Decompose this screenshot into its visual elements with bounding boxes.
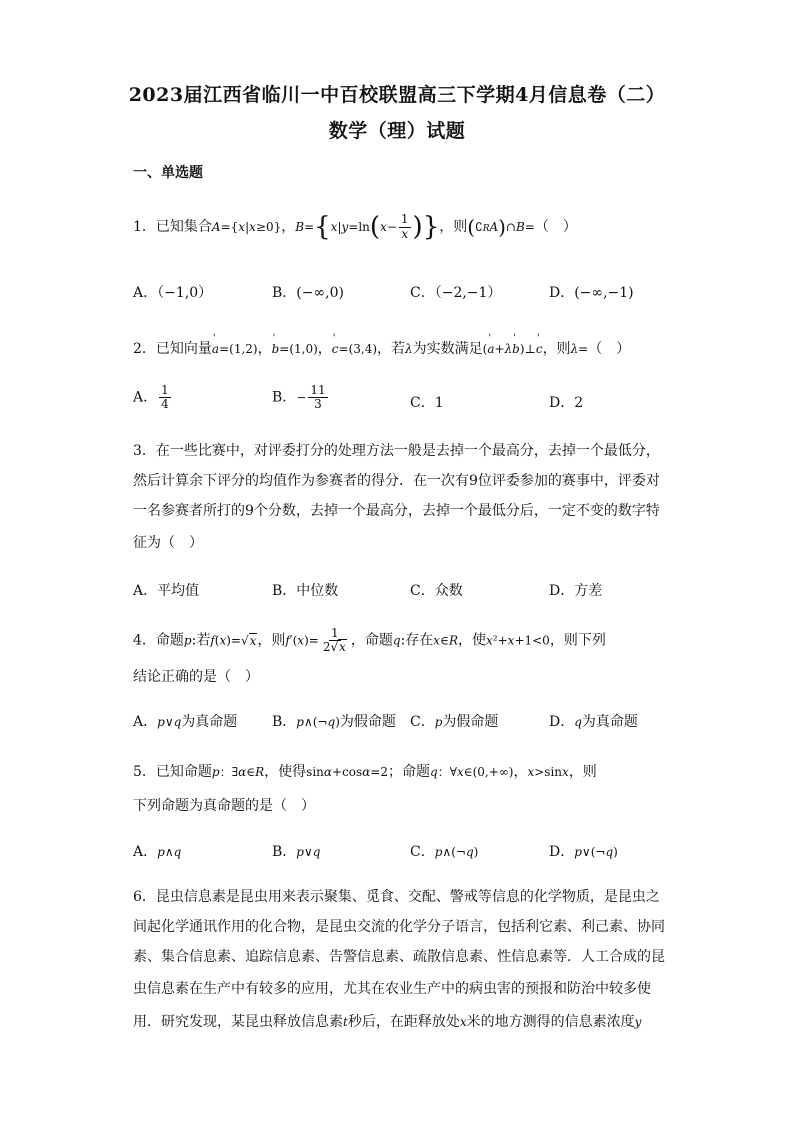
q5-option-a: A．p∧q (133, 844, 182, 860)
question-1: 1．已知集合A={x|x≥0}，B={x|y=ln(x− $\frac{1}{x}$ )}，则(∁RA)∩B=（ ） (133, 212, 577, 242)
q3-line-4: 征为（ ） (133, 535, 203, 551)
q3-line-1: 3．在一些比赛中，对评委打分的处理方法一般是去掉一个最高分，去掉一个最低分， (133, 443, 660, 459)
q4-option-c: C．p为假命题 (410, 714, 499, 730)
q4-option-a: A．p∨q为真命题 (133, 714, 238, 730)
q5-option-c: C．p∧(¬q) (410, 844, 479, 860)
q6-line-5: 用．研究发现，某昆虫释放信息素t秒后，在距释放处x米的地方测得的信息素浓度y (133, 1014, 642, 1030)
q1-option-a: A．（−1,0） (133, 285, 213, 301)
q3-option-c: C．众数 (410, 583, 463, 599)
document-title: 2023届江西省临川一中百校联盟高三下学期4月信息卷（二） (128, 84, 666, 106)
q2-option-d: D．2 (549, 395, 584, 411)
q2-option-c: C．1 (410, 395, 444, 411)
q5-option-b: B．p∨q (272, 844, 321, 860)
q4-line-2: 结论正确的是（ ） (133, 669, 259, 685)
q6-line-1: 6．昆虫信息素是昆虫用来表示聚集、觅食、交配、警戒等信息的化学物质，是昆虫之 (133, 889, 660, 905)
q6-line-4: 虫信息素在生产中有较多的应用，尤其在农业生产中的病虫害的预报和防治中较多使 (133, 981, 651, 997)
q4-option-d: D．q为真命题 (549, 714, 638, 730)
document-subtitle: 数学（理）试题 (328, 120, 466, 142)
q1-option-d: D．(−∞,−1) (549, 285, 634, 301)
question-5: 5．已知命题p：∃α∈R，使得sinα+cosα=2；命题q：∀x∈(0,+∞)，x>sinx，则 (133, 764, 597, 780)
q2-option-b: B．− $\frac{11}{3}$ (272, 383, 326, 412)
q6-line-2: 间起化学通讯作用的化合物，是昆虫交流的化学分子语言，包括利它素、利己素、协同 (133, 919, 665, 935)
q1-option-b: B．(−∞,0) (272, 285, 344, 301)
q2-option-a: A． $\frac{1}{4}$ (133, 383, 169, 412)
question-4: 4．命题p:若f(x)=√x，则f′(x)= $\frac{1}{2√x}$ ，命题q:存在x∈R，使x²+x+1<0，则下列 (133, 626, 606, 655)
question-2: 2．已知向量' a=(1,2)，' b=(1,0)，' c=(3,4)，若λ为实数满足(' a+λ' b)⊥' c，则λ=（ ） (133, 338, 630, 358)
q3-option-a: A．平均值 (133, 583, 200, 599)
q3-option-b: B．中位数 (272, 583, 339, 599)
q3-option-d: D．方差 (549, 583, 603, 599)
q3-line-2: 然后计算余下评分的均值作为参赛者的得分．在一次有9位评委参加的赛事中，评委对 (133, 473, 660, 489)
q6-line-3: 素、集合信息素、追踪信息素、告警信息素、疏散信息素、性信息素等．人工合成的昆 (133, 949, 665, 965)
q5-line-2: 下列命题为真命题的是（ ） (133, 798, 315, 814)
section-heading: 一、单选题 (133, 165, 203, 181)
q4-option-b: B．p∧(¬q)为假命题 (272, 714, 396, 730)
q5-option-d: D．p∨(¬q) (549, 844, 618, 860)
q3-line-3: 一名参赛者所打的9个分数，去掉一个最高分，去掉一个最低分后，一定不变的数字特 (133, 503, 660, 519)
q1-text: 1．已知集合 (133, 219, 212, 235)
q1-option-c: C．（−2,−1） (410, 285, 502, 301)
